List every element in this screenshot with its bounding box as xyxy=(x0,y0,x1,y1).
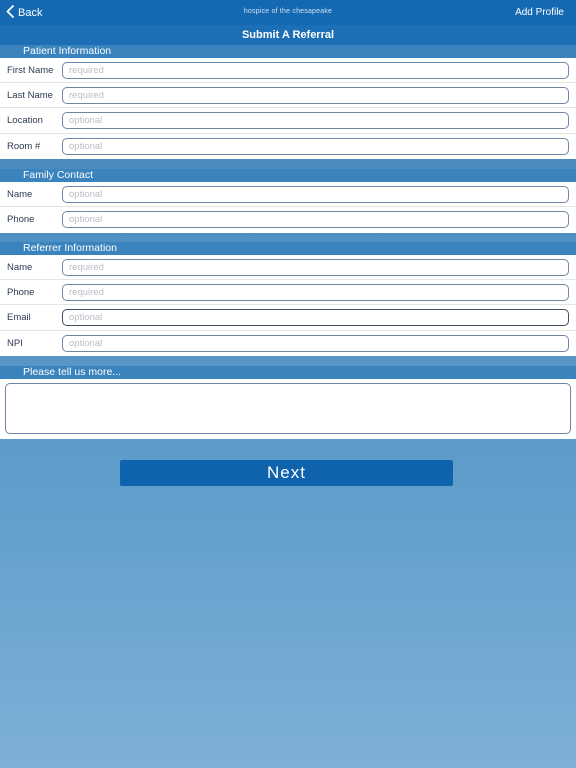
family-section xyxy=(0,182,576,233)
form-row xyxy=(0,182,576,207)
form-row xyxy=(0,58,576,83)
form-row xyxy=(0,134,576,159)
room-label: Room # xyxy=(7,140,41,152)
notes-textarea[interactable] xyxy=(5,383,571,434)
nav-bar xyxy=(0,0,576,25)
email-field[interactable] xyxy=(62,309,569,326)
page-title: Submit A Referral xyxy=(0,25,576,45)
app-title: hospice of the chesapeake xyxy=(243,8,333,15)
section-header-referrer: Referrer Information xyxy=(0,242,576,255)
next-button[interactable]: Next xyxy=(120,460,453,486)
referrer-section xyxy=(0,255,576,356)
npi-label: NPI xyxy=(7,337,23,349)
notes-section xyxy=(0,379,576,439)
referrer-name-field[interactable] xyxy=(62,259,569,276)
back-label: Back xyxy=(18,7,43,19)
section-header-patient: Patient Information xyxy=(0,45,576,58)
section-header-family: Family Contact xyxy=(0,169,576,182)
referrer-phone-label: Phone xyxy=(7,287,35,299)
npi-field[interactable] xyxy=(62,335,569,352)
form-row xyxy=(0,83,576,108)
first-name-label: First Name xyxy=(7,65,54,76)
form-row xyxy=(0,255,576,280)
first-name-field[interactable] xyxy=(62,62,569,79)
family-phone-field[interactable] xyxy=(62,211,569,228)
referrer-name-label: Name xyxy=(7,262,33,273)
patient-section xyxy=(0,58,576,159)
form-row xyxy=(0,108,576,133)
family-name-label: Name xyxy=(7,189,33,200)
location-field[interactable] xyxy=(62,112,569,129)
form-row xyxy=(0,207,576,232)
last-name-label: Last Name xyxy=(7,90,53,102)
section-header-notes: Please tell us more... xyxy=(0,366,576,379)
form-row xyxy=(0,331,576,356)
email-label: Email xyxy=(7,312,31,324)
last-name-field[interactable] xyxy=(62,87,569,104)
form-row xyxy=(0,280,576,305)
family-phone-label: Phone xyxy=(7,214,35,226)
family-name-field[interactable] xyxy=(62,186,569,203)
form-row xyxy=(0,305,576,330)
location-label: Location xyxy=(7,115,43,127)
referrer-phone-field[interactable] xyxy=(62,284,569,301)
room-field[interactable] xyxy=(62,138,569,155)
add-profile-button[interactable]: Add Profile xyxy=(515,7,564,18)
